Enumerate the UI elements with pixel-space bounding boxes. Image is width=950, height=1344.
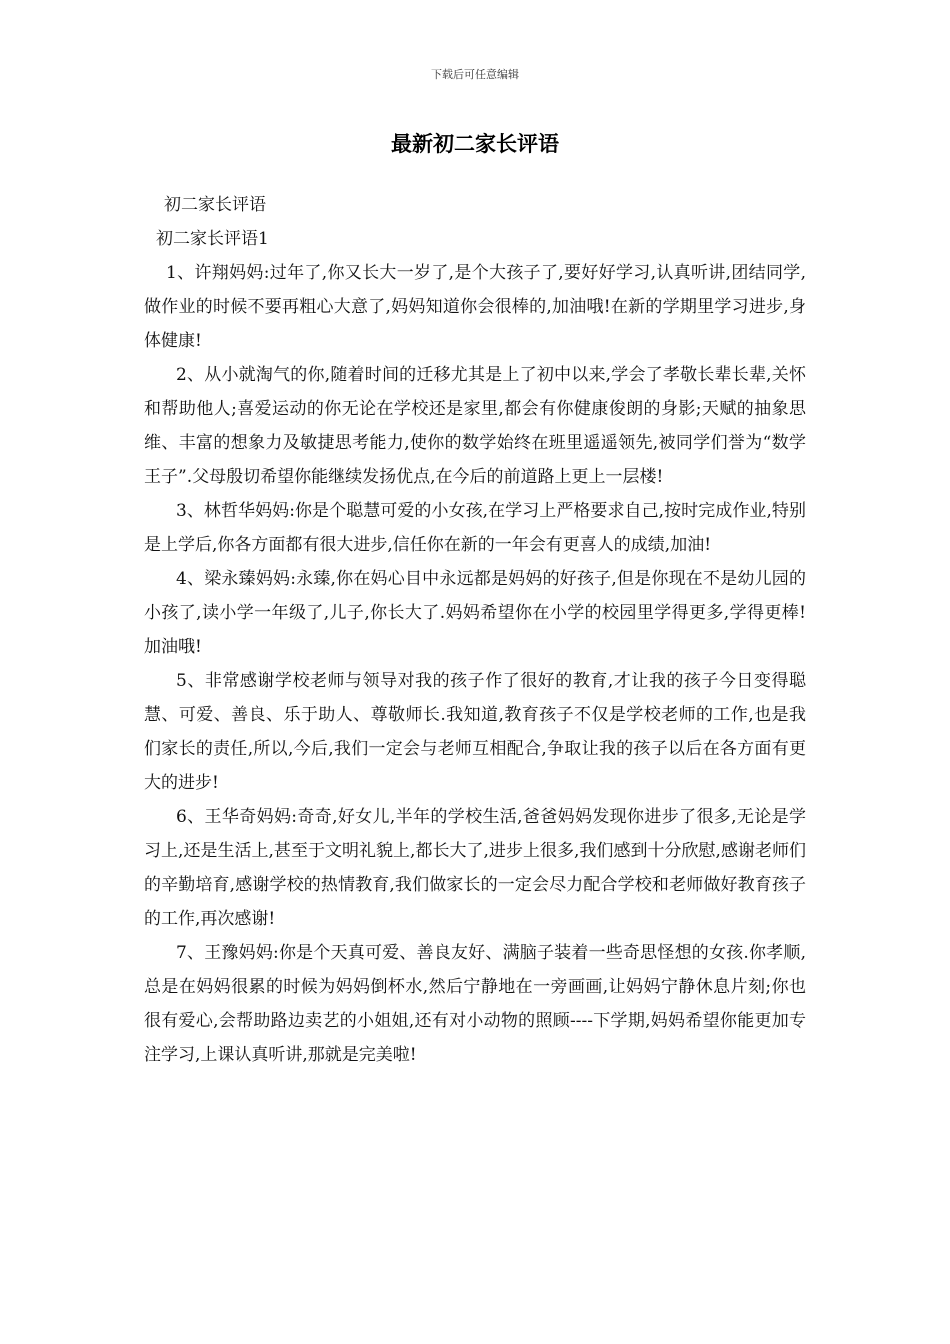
comment-paragraph-4: 4、梁永臻妈妈:永臻,你在妈心目中永远都是妈妈的好孩子,但是你现在不是幼儿园的小孩了,读小学一年级了,儿子,你长大了.妈妈希望你在小学的校园里学得更多,学得更棒!加油哦! bbox=[144, 569, 806, 657]
download-note: 下载后可任意编辑 bbox=[431, 68, 519, 81]
document-subtitle: 初二家长评语 bbox=[164, 195, 266, 215]
comment-paragraph-3: 3、林哲华妈妈:你是个聪慧可爱的小女孩,在学习上严格要求自己,按时完成作业,特别是上学后,你各方面都有很大进步,信任你在新的一年会有更喜人的成绩,加油! bbox=[144, 501, 806, 555]
section-heading: 初二家长评语1 bbox=[156, 229, 269, 249]
document-body bbox=[144, 188, 806, 1072]
comment-paragraph-1: 1、许翔妈妈:过年了,你又长大一岁了,是个大孩子了,要好好学习,认真听讲,团结同学,做作业的时候不要再粗心大意了,妈妈知道你会很棒的,加油哦!在新的学期里学习进步,身体健康! bbox=[144, 263, 806, 351]
comment-paragraph-2: 2、从小就淘气的你,随着时间的迁移尤其是上了初中以来,学会了孝敬长辈长辈,关怀和帮助他人;喜爱运动的你无论在学校还是家里,都会有你健康俊朗的身影;天赋的抽象思维、丰富的想象力及敏捷思考能力,使你的数学始终在班里遥遥领先,被同学们誉为“数学王子”.父母殷切希望你能继续发扬优点,在今后的前道路上更上一层楼! bbox=[144, 365, 806, 487]
comment-paragraph-5: 5、非常感谢学校老师与领导对我的孩子作了很好的教育,才让我的孩子今日变得聪慧、可爱、善良、乐于助人、尊敬师长.我知道,教育孩子不仅是学校老师的工作,也是我们家长的责任,所以,今后,我们一定会与老师互相配合,争取让我的孩子以后在各方面有更大的进步! bbox=[144, 671, 806, 793]
comment-paragraph-7: 7、王豫妈妈:你是个天真可爱、善良友好、满脑子装着一些奇思怪想的女孩.你孝顺,总是在妈妈很累的时候为妈妈倒杯水,然后宁静地在一旁画画,让妈妈宁静休息片刻;你也很有爱心,会帮助路边卖艺的小姐姐,还有对小动物的照顾----下学期,妈妈希望你能更加专注学习,上课认真听讲,那就是完美啦! bbox=[144, 943, 806, 1065]
document-title: 最新初二家长评语 bbox=[391, 131, 559, 156]
comment-paragraph-6: 6、王华奇妈妈:奇奇,好女儿,半年的学校生活,爸爸妈妈发现你进步了很多,无论是学习上,还是生活上,甚至于文明礼貌上,都长大了,进步上很多,我们感到十分欣慰,感谢老师们的辛勤培育,感谢学校的热情教育,我们做家长的一定会尽力配合学校和老师做好教育孩子的工作,再次感谢! bbox=[144, 807, 806, 929]
